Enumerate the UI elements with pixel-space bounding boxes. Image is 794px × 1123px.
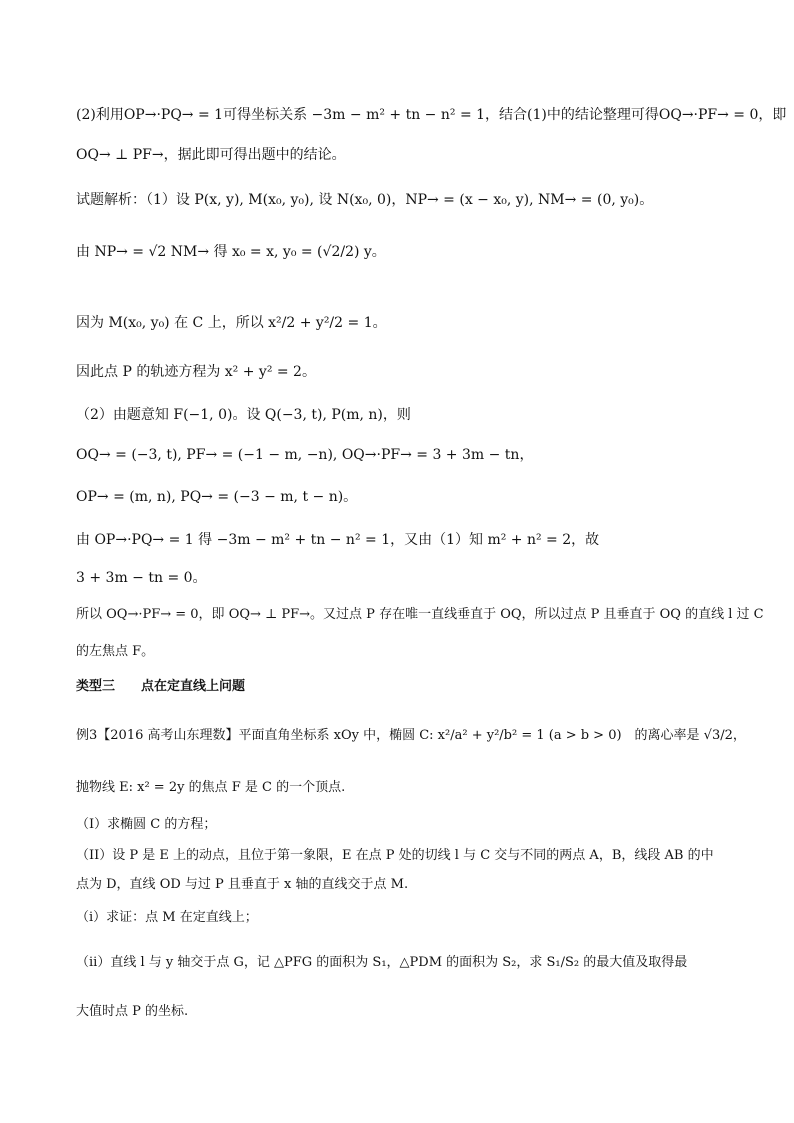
text-line: OQ→ = (−3, t), PF→ = (−1 − m, −n), OQ→·PF→ = 3 + 3m − tn， — [76, 447, 534, 463]
text-line: 试题解析：（1）设 P(x, y), M(x₀, y₀), 设 N(x₀, 0)，NP→ = (x − x₀, y), NM→ = (0, y₀)。 — [76, 192, 654, 208]
text-line: 大值时点 P 的坐标. — [76, 1004, 189, 1019]
text-line: 因此点 P 的轨迹方程为 x² + y² = 2。 — [76, 364, 316, 380]
text-line: 由 NP→ = √2 NM→ 得 x₀ = x, y₀ = (√2/2) y。 — [76, 244, 386, 260]
text-line: OQ→ ⊥ PF→，据此即可得出题中的结论。 — [76, 147, 346, 163]
text-line: (2)利用OP→·PQ→ = 1可得坐标关系 −3m − m² + tn − n² = 1，结合(1)中的结论整理可得OQ→·PF→ = 0，即 — [76, 107, 787, 123]
text-line: 例3【2016 高考山东理数】平面直角坐标系 xOy 中，椭圆 C: x²/a² + y²/b² = 1 (a > b > 0) 的离心率是 √3/2， — [76, 728, 746, 743]
text-line: 3 + 3m − tn = 0。 — [76, 570, 207, 586]
section-heading: 类型三 点在定直线上问题 — [76, 679, 246, 694]
text-line: 点为 D，直线 OD 与过 P 且垂直于 x 轴的直线交于点 M. — [76, 877, 409, 892]
text-line: 由 OP→·PQ→ = 1 得 −3m − m² + tn − n² = 1，又由（1）知 m² + n² = 2，故 — [76, 532, 600, 548]
text-line: （2）由题意知 F(−1, 0)。设 Q(−3, t), P(m, n)，则 — [76, 407, 411, 423]
text-line: 因为 M(x₀, y₀) 在 C 上，所以 x²/2 + y²/2 = 1。 — [76, 315, 387, 331]
text-line: （i）求证：点 M 在定直线上； — [76, 910, 258, 925]
text-line: （II）设 P 是 E 上的动点，且位于第一象限，E 在点 P 处的切线 l 与 C 交与不同的两点 A，B，线段 AB 的中 — [76, 848, 714, 863]
text-line: 的左焦点 F。 — [76, 644, 155, 659]
text-line: （ii）直线 l 与 y 轴交于点 G，记 △PFG 的面积为 S₁，△PDM 的面积为 S₂，求 S₁/S₂ 的最大值及取得最 — [76, 955, 688, 970]
text-line: OP→ = (m, n), PQ→ = (−3 − m, t − n)。 — [76, 489, 358, 505]
text-line: 抛物线 E: x² = 2y 的焦点 F 是 C 的一个顶点. — [76, 780, 346, 795]
text-line: 所以 OQ→·PF→ = 0，即 OQ→ ⊥ PF→。又过点 P 存在唯一直线垂直于 OQ，所以过点 P 且垂直于 OQ 的直线 l 过 C — [76, 607, 764, 622]
text-line: （I）求椭圆 C 的方程； — [76, 817, 217, 832]
